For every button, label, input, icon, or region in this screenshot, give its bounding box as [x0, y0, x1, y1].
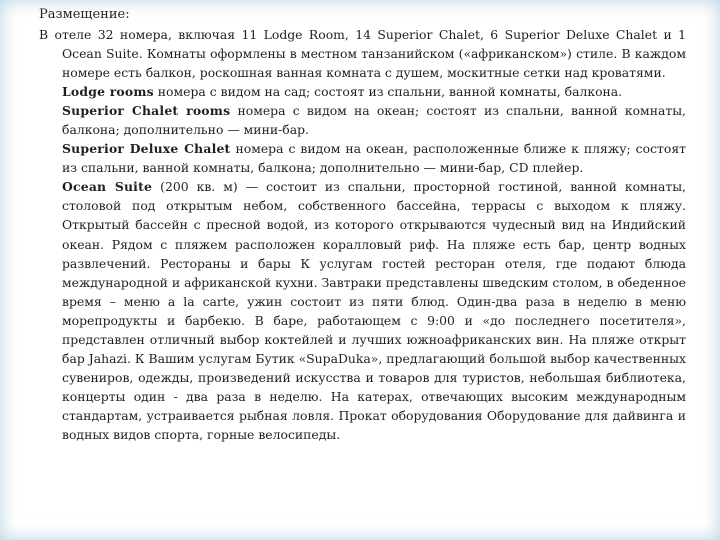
superior-chalet-text: номера с видом на океан; состоят из спальни, ванной комнаты, балкона; дополнительно — мини-бар.	[62, 103, 686, 138]
ocean-suite-paragraph	[39, 177, 686, 444]
accommodation-description	[39, 25, 686, 444]
superior-deluxe-paragraph	[39, 139, 686, 177]
intro-paragraph	[39, 25, 686, 82]
ocean-suite-term: Ocean Suite	[62, 179, 153, 195]
lodge-rooms-paragraph	[39, 82, 686, 101]
superior-chalet-paragraph	[39, 101, 686, 139]
superior-deluxe-term: Superior Deluxe Chalet	[62, 141, 231, 157]
section-heading: Размещение:	[39, 7, 130, 22]
lodge-rooms-text: номера с видом на сад; состоят из спальни, ванной комнаты, балкона.	[153, 84, 623, 100]
superior-deluxe-text: номера с видом на океан, расположенные ближе к пляжу; состоят из спальни, ванной комнаты, балкона; дополнительно — мини-бар, CD плейер.	[62, 141, 687, 176]
lodge-rooms-term: Lodge rooms	[62, 84, 154, 100]
superior-chalet-term: Superior Chalet rooms	[62, 103, 231, 119]
intro-text: В отеле 32 номера, включая 11 Lodge Room, 14 Superior Chalet, 6 Superior Deluxe Chalet и 1 Ocean Suite. Комнаты оформлены в местном танзанийском («африканском») стиле. В каждом номере есть балкон, роскошная ванная комната с душем, москитные сетки над кроватями.	[39, 27, 686, 81]
ocean-suite-text: (200 кв. м) — состоит из спальни, просторной гостиной, ванной комнаты, столовой под открытым небом, собственного бассейна, террасы с выходом к пляжу. Открытый бассейн с пресной водой, из которого открываются чудесный вид на Индийский океан. Рядом с пляжем расположен коралловый риф. На пляже есть бар, центр водных развлечений. Рестораны и бары К услугам гостей ресторан отеля, где подают блюда международной и африканской кухни. Завтраки представлены шведским столом, в обеденное время – меню a la carte, ужин состоит из пяти блюд. Один-два раза в неделю в меню морепродукты и барбекю. В баре, работающем с 9:00 и «до последнего посетителя», представлен отличный выбор коктейлей и лучших южноафриканских вин. На пляже открыт бар Jahazi. К Вашим услугам Бутик «SupaDuka», предлагающий большой выбор качественных сувениров, одежды, произведений искусства и товаров для туристов, небольшая библиотека, концерты один - два раза в неделю. На катерах, отвечающих высоким международным стандартам, устраивается рыбная ловля. Прокат оборудования Оборудование для дайвинга и водных видов спорта, горные велосипеды.	[62, 179, 686, 442]
